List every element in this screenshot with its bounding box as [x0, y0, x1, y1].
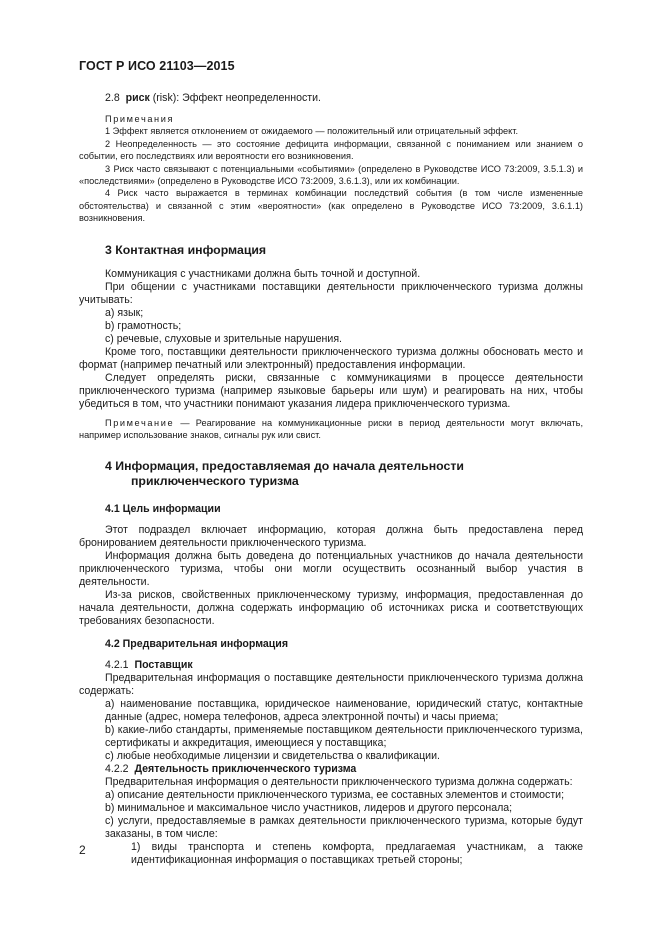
sec3-paragraph-4: Следует определять риски, связанные с коммуникациями в процессе деятельности приключенческого туризма (например языковые барьеры или шум) и реагировать на них, чтобы убедиться в том, что участники понимают указания лидера приключенческого туризма.: [79, 371, 583, 410]
sec421-paragraph: Предварительная информация о поставщике деятельности приключенческого туризма должна содержать:: [79, 672, 583, 698]
sec3-item-b: b) грамотность;: [105, 319, 182, 332]
sec3-paragraph-1: Коммуникация с участниками должна быть точной и доступной.: [105, 267, 421, 280]
sec41-paragraph-2: Информация должна быть доведена до потенциальных участников до начала деятельности приключенческого туризма, чтобы они могли осуществить осознанный выбор участия в деятельности.: [79, 550, 583, 589]
sec3-item-c: c) речевые, слуховые и зрительные нарушения.: [105, 332, 343, 345]
section-4-2-1-title: 4.2.1 Поставщик: [105, 659, 193, 672]
sec421-item-b: b) какие-либо стандарты, применяемые поставщиком деятельности приключенческого туризма, сертификаты и аккредитация, имеющиеся у поставщика;: [105, 724, 583, 750]
section-4-title-line-1: 4 Информация, предоставляемая до начала деятельности: [105, 459, 464, 474]
page-number: 2: [79, 843, 86, 857]
section-4-2-2-title: 4.2.2 Деятельность приключенческого туризма: [105, 763, 357, 776]
term-2-8: 2.8 риск (risk): Эффект неопределенности.: [105, 92, 321, 104]
sec421-item-a: a) наименование поставщика, юридическое наименование, юридический статус, контактные данные (адрес, номера телефонов, адреса электронной почты) и часы приема;: [105, 698, 583, 724]
section-4-title-line-2: приключенческого туризма: [131, 474, 299, 489]
sec41-paragraph-3: Из-за рисков, свойственных приключенческому туризму, информация, предоставленная до начала деятельности, должна содержать информацию об источниках риска и соответствующих требованиях безопасности.: [79, 589, 583, 628]
sec422-subitem-1: 1) виды транспорта и степень комфорта, предлагаемая участникам, а также идентификационная информация о поставщиках третьей стороны;: [131, 841, 583, 867]
section-3-title: 3 Контактная информация: [105, 242, 267, 257]
section-4-1-title: 4.1 Цель информации: [105, 503, 221, 516]
sec41-paragraph-1: Этот подраздел включает информацию, которая должна быть предоставлена перед бронированием деятельности приключенческого туризма.: [79, 524, 583, 550]
section-4-2-title: 4.2 Предварительная информация: [105, 638, 288, 651]
sec422-item-a: a) описание деятельности приключенческого туризма, ее составных элементов и стоимости;: [105, 789, 565, 802]
document-body: [79, 92, 583, 867]
note-2: 2 Неопределенность — это состояние дефицита информации, связанной с пониманием или знанием о событии, его последствиях или вероятности его возникновения.: [79, 138, 583, 162]
notes-title: Примечания: [105, 114, 175, 124]
note-4: 4 Риск часто выражается в терминах комбинации последствий события (в том числе измененные обстоятельства) и связанной с этим «вероятности» (как определено в Руководстве ИСО 73:2009, 3.6.1.1) возникновения.: [79, 188, 583, 224]
note-1: 1 Эффект является отклонением от ожидаемого — положительный или отрицательный эффект.: [105, 126, 519, 137]
sec422-item-b: b) минимальное и максимальное число участников, лидеров и другого персонала;: [105, 802, 513, 815]
sec422-item-c: c) услуги, предоставляемые в рамках деятельности приключенческого туризма, которые будут заказаны, в том числе:: [105, 815, 583, 841]
document-header: ГОСТ Р ИСО 21103—2015: [79, 59, 235, 73]
sec3-paragraph-2: При общении с участниками поставщики деятельности приключенческого туризма должны учитывать:: [79, 280, 583, 306]
sec421-item-c: c) любые необходимые лицензии и свидетельства о квалификации.: [105, 750, 440, 763]
sec3-paragraph-3: Кроме того, поставщики деятельности приключенческого туризма должны обосновать место и формат (например печатный или электронный) предоставления информации.: [79, 345, 583, 371]
note-3: 3 Риск часто связывают с потенциальными «событиями» (определено в Руководстве ИСО 73:2009, 3.5.1.3) и «последствиями» (определено в Руководстве ИСО 73:2009, 3.6.1.3), или их комбинации.: [79, 163, 583, 187]
sec422-paragraph: Предварительная информация о деятельности приключенческого туризма должна содержать:: [105, 776, 573, 789]
sec3-note: Примечание — Реагирование на коммуникационные риски в период деятельности могут включать, например использование знаков, сигналы рук или свист.: [79, 417, 583, 441]
sec3-item-a: a) язык;: [105, 306, 144, 319]
